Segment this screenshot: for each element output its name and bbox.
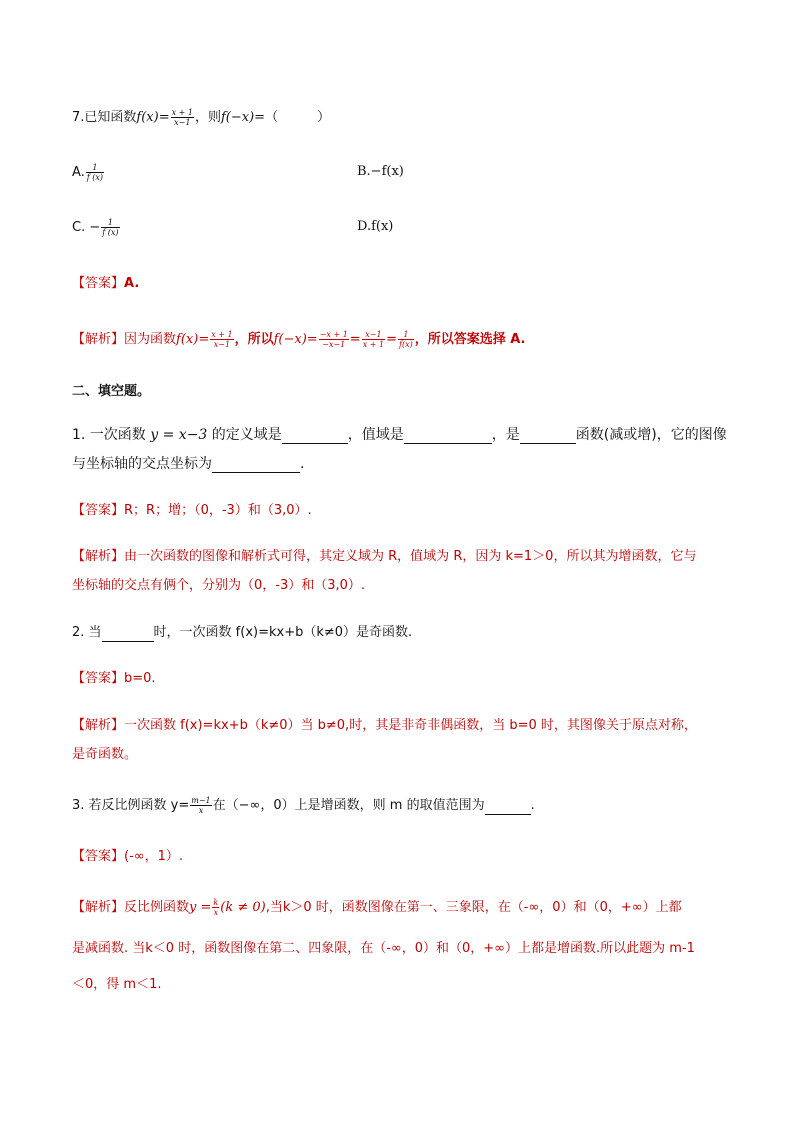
q7-option-c-fraction: $\frac{1}{f (x)}$ bbox=[102, 218, 119, 237]
q7-option-a[interactable]: A. $\frac{1}{f (x)}$ bbox=[72, 163, 104, 182]
q7-analysis: 【解析】因为函数f(x)= $\frac{x + 1}{x-1}$ ，所以f(−x)= $\frac{-x + 1}{-x-1}$ = $\frac{x-1}{x + 1}$ = $\frac{1}{f(x)}$ ，所以答案选择 A. bbox=[72, 330, 526, 349]
q7-answer bbox=[72, 275, 139, 293]
q3-analysis-line-1: 【解析】反比例函数y = $\frac{k}{x}$ (k ≠ 0),当k＞0 时，函数图像在第一、三象限，在（-∞，0）和（0，+∞）上都 bbox=[72, 898, 682, 917]
q3-fraction: $\frac{m-1}{x}$ bbox=[191, 796, 211, 815]
q3-analysis-line-3: ＜0，得 m＜1. bbox=[72, 977, 162, 992]
q7-mid: ，则 bbox=[194, 110, 221, 125]
section-title: 二、填空题。 bbox=[72, 384, 151, 399]
blank-q3[interactable] bbox=[485, 800, 531, 815]
question-2: 2. 当 时，一次函数 f(x)=kx+b（k≠0）是奇函数. bbox=[72, 625, 413, 640]
q1-analysis-line-2: 坐标轴的交点有俩个，分别为（0，-3）和（3,0）. bbox=[72, 578, 366, 593]
q3-answer: 【答案】(-∞，1）. bbox=[72, 849, 184, 864]
q7-fx: f(x)= bbox=[136, 110, 170, 125]
blank-intercepts[interactable] bbox=[212, 458, 300, 473]
question-3: 3. 若反比例函数 y= $\frac{m-1}{x}$ 在（−∞，0）上是增函数，则 m 的取值范围为 . bbox=[72, 796, 535, 815]
blank-range[interactable] bbox=[404, 429, 492, 444]
q1-answer: 【答案】R；R；增；（0，-3）和（3,0）. bbox=[72, 503, 312, 518]
q1-math: y = x−3 bbox=[150, 427, 208, 443]
q7-option-d[interactable]: D.f(x) bbox=[357, 219, 394, 234]
blank-monotonic[interactable] bbox=[520, 429, 576, 444]
question-1-line-2: 与坐标轴的交点坐标为 . bbox=[72, 456, 305, 472]
q2-analysis-line-1: 【解析】一次函数 f(x)=kx+b（k≠0）当 b≠0,时，其是非奇非偶函数，当 b=0 时，其图像关于原点对称， bbox=[72, 718, 697, 733]
question-1-line-1: 1. 一次函数 y = x−3 的定义域是 ，值域是 ，是 函数(减或增)，它的图像 bbox=[72, 427, 727, 443]
q3-analysis-line-2: 是减函数. 当k＜0 时，函数图像在第二、四象限，在（-∞，0）和（0，+∞）上都是增函数.所以此题为 m-1 bbox=[72, 941, 695, 956]
question-7 bbox=[72, 108, 330, 127]
q7-option-a-fraction: $\frac{1}{f (x)}$ bbox=[86, 163, 104, 182]
q7-option-b[interactable]: B.−f(x) bbox=[357, 164, 404, 179]
q2-answer: 【答案】b=0. bbox=[72, 671, 156, 686]
q7-fraction: $\frac{x + 1}{x-1}$ bbox=[171, 108, 193, 127]
q7-fnegx: f(−x)= bbox=[221, 110, 266, 125]
q7-option-c[interactable]: C. − $\frac{1}{f (x)}$ bbox=[72, 218, 119, 237]
q2-analysis-line-2: 是奇函数。 bbox=[72, 747, 138, 762]
q7-paren: （ ） bbox=[265, 110, 331, 125]
q7-prefix: 7.已知函数 bbox=[72, 110, 137, 125]
answer-tag: 【答案】 bbox=[72, 276, 125, 291]
blank-q2[interactable] bbox=[102, 627, 154, 642]
q1-analysis-line-1: 【解析】由一次函数的图像和解析式可得，其定义域为 R，值域为 R，因为 k=1＞0，所以其为增函数，它与 bbox=[72, 549, 697, 564]
answer-value: A. bbox=[124, 276, 140, 291]
blank-domain[interactable] bbox=[282, 429, 348, 444]
